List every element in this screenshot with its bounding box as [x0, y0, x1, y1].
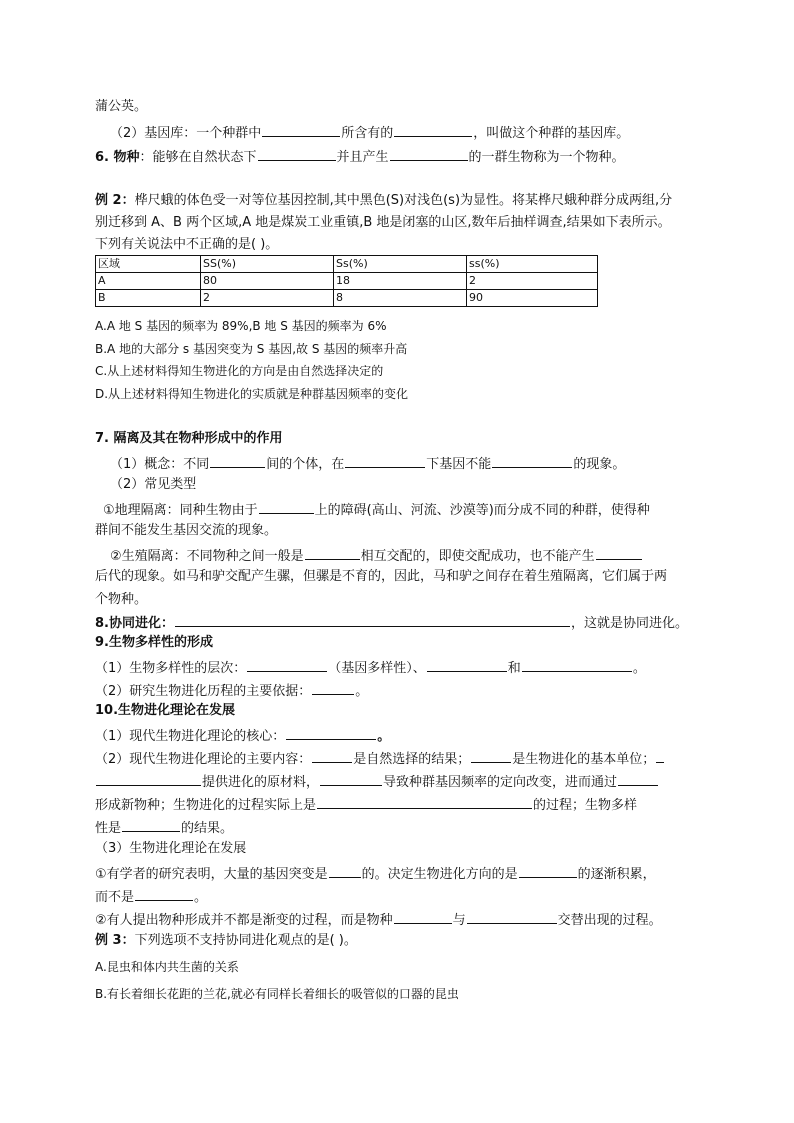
text-line: 个物种。 [95, 592, 148, 607]
answer-blank[interactable] [312, 680, 354, 695]
theory-development-line: 而不是 。 [95, 886, 207, 907]
answer-blank[interactable] [522, 657, 632, 672]
table-cell: A [96, 273, 201, 290]
table-header: Ss(%) [334, 256, 467, 273]
table-cell: 90 [467, 290, 598, 307]
subsection-heading: （3）生物进化理论在发展 [95, 841, 247, 856]
answer-blank[interactable] [210, 453, 265, 468]
table-cell: 2 [201, 290, 334, 307]
section-title: 8.协同进化： [95, 616, 174, 631]
theory-content-line: （2）现代生物进化理论的主要内容： 是自然选择的结果； 是生物进化的基本单位； [95, 748, 665, 769]
option-a[interactable]: A.A 地 S 基因的频率为 89%,B 地 S 基因的频率为 6% [95, 319, 387, 333]
answer-blank[interactable] [258, 146, 336, 161]
table-header: ss(%) [467, 256, 598, 273]
section-title: 7. 隔离及其在物种形成中的作用 [95, 431, 283, 446]
example-2-line-1: 例 2：桦尺蛾的体色受一对等位基因控制,其中黑色(S)对浅色(s)为显性。将某桦尺蛾种群分成两组,分 [95, 193, 673, 208]
isolation-concept-line: （1）概念：不同 间的个体，在 下基因不能 的现象。 [110, 453, 625, 474]
option-c[interactable]: C.从上述材料得知生物进化的方向是由自然选择决定的 [95, 364, 384, 378]
option-d[interactable]: D.从上述材料得知生物进化的实质就是种群基因频率的变化 [95, 387, 409, 401]
example-label: 例 2： [95, 193, 135, 208]
answer-blank[interactable] [394, 909, 452, 924]
table-header-row [96, 256, 598, 273]
geographic-isolation-line: ①地理隔离：同种生物由于 上的障碍(高山、河流、沙漠等)而分成不同的种群，使得种 [103, 499, 650, 520]
gene-pool-line: （2）基因库：一个种群中 所含有的 ，叫做这个种群的基因库。 [110, 122, 629, 143]
theory-development-line: ①有学者的研究表明，大量的基因突变是 的。决定生物进化方向的是 的逐渐积累， [95, 863, 656, 884]
answer-blank[interactable] [492, 453, 572, 468]
option-b[interactable]: B.A 地的大部分 s 基因突变为 S 基因,故 S 基因的频率升高 [95, 342, 408, 356]
answer-blank[interactable] [175, 612, 570, 627]
answer-blank[interactable] [305, 545, 360, 560]
answer-blank[interactable] [135, 886, 193, 901]
option-b[interactable]: B.有长着细长花距的兰花,就必有同样长着细长的吸管似的口器的昆虫 [95, 987, 459, 1001]
table-row [96, 290, 598, 307]
evidence-line: （2）研究生物进化历程的主要依据： 。 [95, 680, 368, 701]
answer-blank[interactable] [519, 863, 577, 878]
text-line: 后代的现象。如马和驴交配产生骡，但骡是不育的，因此，马和驴之间存在着生殖隔离，它们属于两 [95, 569, 668, 584]
example-label: 例 3： [95, 933, 135, 948]
answer-blank[interactable] [390, 146, 468, 161]
section-title: 10.生物进化理论在发展 [95, 703, 236, 718]
theory-content-line: 提供进化的原材料， 导致种群基因频率的定向改变，进而通过 [95, 771, 659, 792]
table-cell: 8 [334, 290, 467, 307]
table-header: 区域 [96, 256, 201, 273]
answer-blank[interactable] [596, 545, 642, 560]
answer-blank[interactable] [247, 657, 327, 672]
answer-blank[interactable] [394, 122, 472, 137]
answer-blank[interactable] [317, 794, 532, 809]
genotype-table [95, 255, 598, 307]
answer-blank[interactable] [329, 863, 361, 878]
species-definition-line: 6. 物种：能够在自然状态下 并且产生 的一群生物称为一个物种。 [95, 146, 625, 167]
table-cell: B [96, 290, 201, 307]
answer-blank[interactable] [286, 725, 376, 740]
answer-blank[interactable] [471, 748, 511, 763]
option-a[interactable]: A.昆虫和体内共生菌的关系 [95, 960, 239, 974]
answer-blank[interactable] [467, 909, 557, 924]
table-cell: 18 [334, 273, 467, 290]
reproductive-isolation-line: ②生殖隔离：不同物种之间一般是 相互交配的，即使交配成功，也不能产生 [110, 545, 643, 566]
example-2-line-3: 下列有关说法中不正确的是( )。 [95, 237, 279, 252]
answer-blank[interactable] [262, 122, 340, 137]
table-row [96, 273, 598, 290]
text-line: 群间不能发生基因交流的现象。 [95, 523, 278, 538]
answer-blank[interactable] [312, 748, 352, 763]
answer-blank[interactable] [122, 817, 180, 832]
theory-development-line: ②有人提出物种形成并不都是渐变的过程，而是物种 与 交替出现的过程。 [95, 909, 662, 930]
answer-blank[interactable] [259, 499, 314, 514]
answer-blank[interactable] [96, 771, 201, 786]
answer-blank[interactable] [427, 657, 507, 672]
types-heading: （2）常见类型 [110, 477, 197, 492]
answer-blank[interactable] [656, 748, 664, 763]
section-title: 9.生物多样性的形成 [95, 635, 213, 650]
answer-blank[interactable] [618, 771, 658, 786]
text-line: 蒲公英。 [95, 99, 148, 114]
table-cell: 80 [201, 273, 334, 290]
biodiversity-levels-line: （1）生物多样性的层次： （基因多样性）、 和 。 [95, 657, 646, 678]
example-2-line-2: 别迁移到 A、B 两个区域,A 地是煤炭工业重镇,B 地是闭塞的山区,数年后抽样调查,结果如下表所示。 [95, 215, 671, 230]
theory-core-line: （1）现代生物进化理论的核心： 。 [95, 725, 390, 746]
section-title: 6. 物种 [95, 150, 140, 165]
theory-content-line: 性是 的结果。 [95, 817, 233, 838]
table-cell: 2 [467, 273, 598, 290]
coevolution-line: 8.协同进化： ，这就是协同进化。 [95, 612, 688, 633]
theory-content-line: 形成新物种；生物进化的过程实际上是 的过程；生物多样 [95, 794, 637, 815]
answer-blank[interactable] [345, 453, 425, 468]
example-3-stem: 例 3：下列选项不支持协同进化观点的是( )。 [95, 933, 357, 948]
table-header: SS(%) [201, 256, 334, 273]
answer-blank[interactable] [320, 771, 382, 786]
